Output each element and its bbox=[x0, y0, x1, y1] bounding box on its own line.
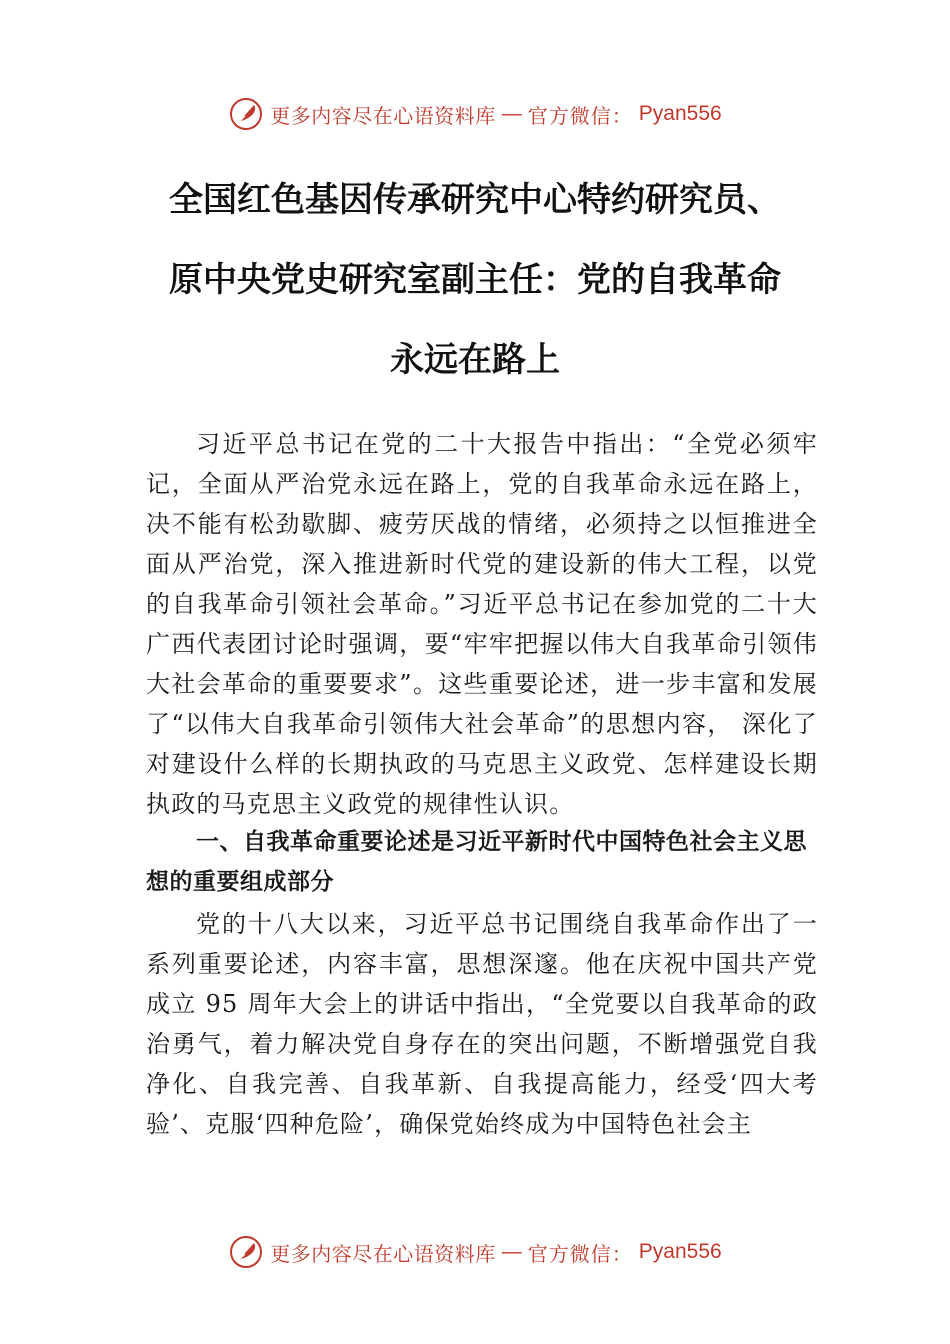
body-paragraph: 党的十八大以来，习近平总书记围绕自我革命作出了一系列重要论述，内容丰富，思想深邃。他在庆祝中国共产党成立 95 周年大会上的讲话中指出，“全党要以自我革命的政治勇气，着力解决党自身存在的突出问题，不断增强党自我净化、自我完善、自我革新、自我提高能力，经受‘四大考验’、克服‘四种危险’，确保党始终成为中国特色社会主 bbox=[146, 910, 818, 1138]
body-paragraph: 习近平总书记在党的二十大报告中指出：“全党必须牢记，全面从严治党永远在路上，党的自我革命永远在路上， 决不能有松劲歇脚、疲劳厌战的情绪，必须持之以恒推进全面从严治党，深入推进新时代党的建设新的伟大工程，以党的自我革命引领社会革命。”习近平总书记在参加党的二十大广西代表团讨论时强调，要“牢牢把握以伟大自我革命引领伟大社会革命的重要要求”。这些重要论述，进一步丰富和发展了“以伟大自我革命引领伟大社会革命”的思想内容， 深化了对建设什么样的长期执政的马克思主义政党、怎样建设长期执政的马克思主义政党的规律性认识。 bbox=[146, 430, 818, 818]
feather-pen-logo-icon bbox=[228, 96, 264, 132]
document-title bbox=[140, 160, 810, 400]
watermark-handle: Pyan556 bbox=[638, 102, 722, 125]
watermark-wechat-label: 官方微信： bbox=[527, 103, 633, 128]
watermark-wechat-label: 官方微信： bbox=[527, 1241, 633, 1266]
watermark-handle: Pyan556 bbox=[638, 1240, 722, 1263]
watermark-footer bbox=[0, 1232, 950, 1272]
title-line: 全国红色基因传承研究中心特约研究员、 bbox=[169, 180, 781, 220]
watermark-header bbox=[0, 94, 950, 134]
title-line: 永远在路上 bbox=[390, 340, 560, 380]
section-heading: 一、自我革命重要论述是习近平新时代中国特色社会主义思想的重要组成部分 bbox=[146, 829, 807, 895]
title-line: 原中央党史研究室副主任：党的自我革命 bbox=[169, 260, 781, 300]
watermark-brand: 更多内容尽在心语资料库 bbox=[270, 103, 496, 128]
watermark-separator: — bbox=[501, 102, 522, 125]
watermark-separator: — bbox=[501, 1240, 522, 1263]
watermark-brand: 更多内容尽在心语资料库 bbox=[270, 1241, 496, 1266]
feather-pen-logo-icon bbox=[228, 1234, 264, 1270]
